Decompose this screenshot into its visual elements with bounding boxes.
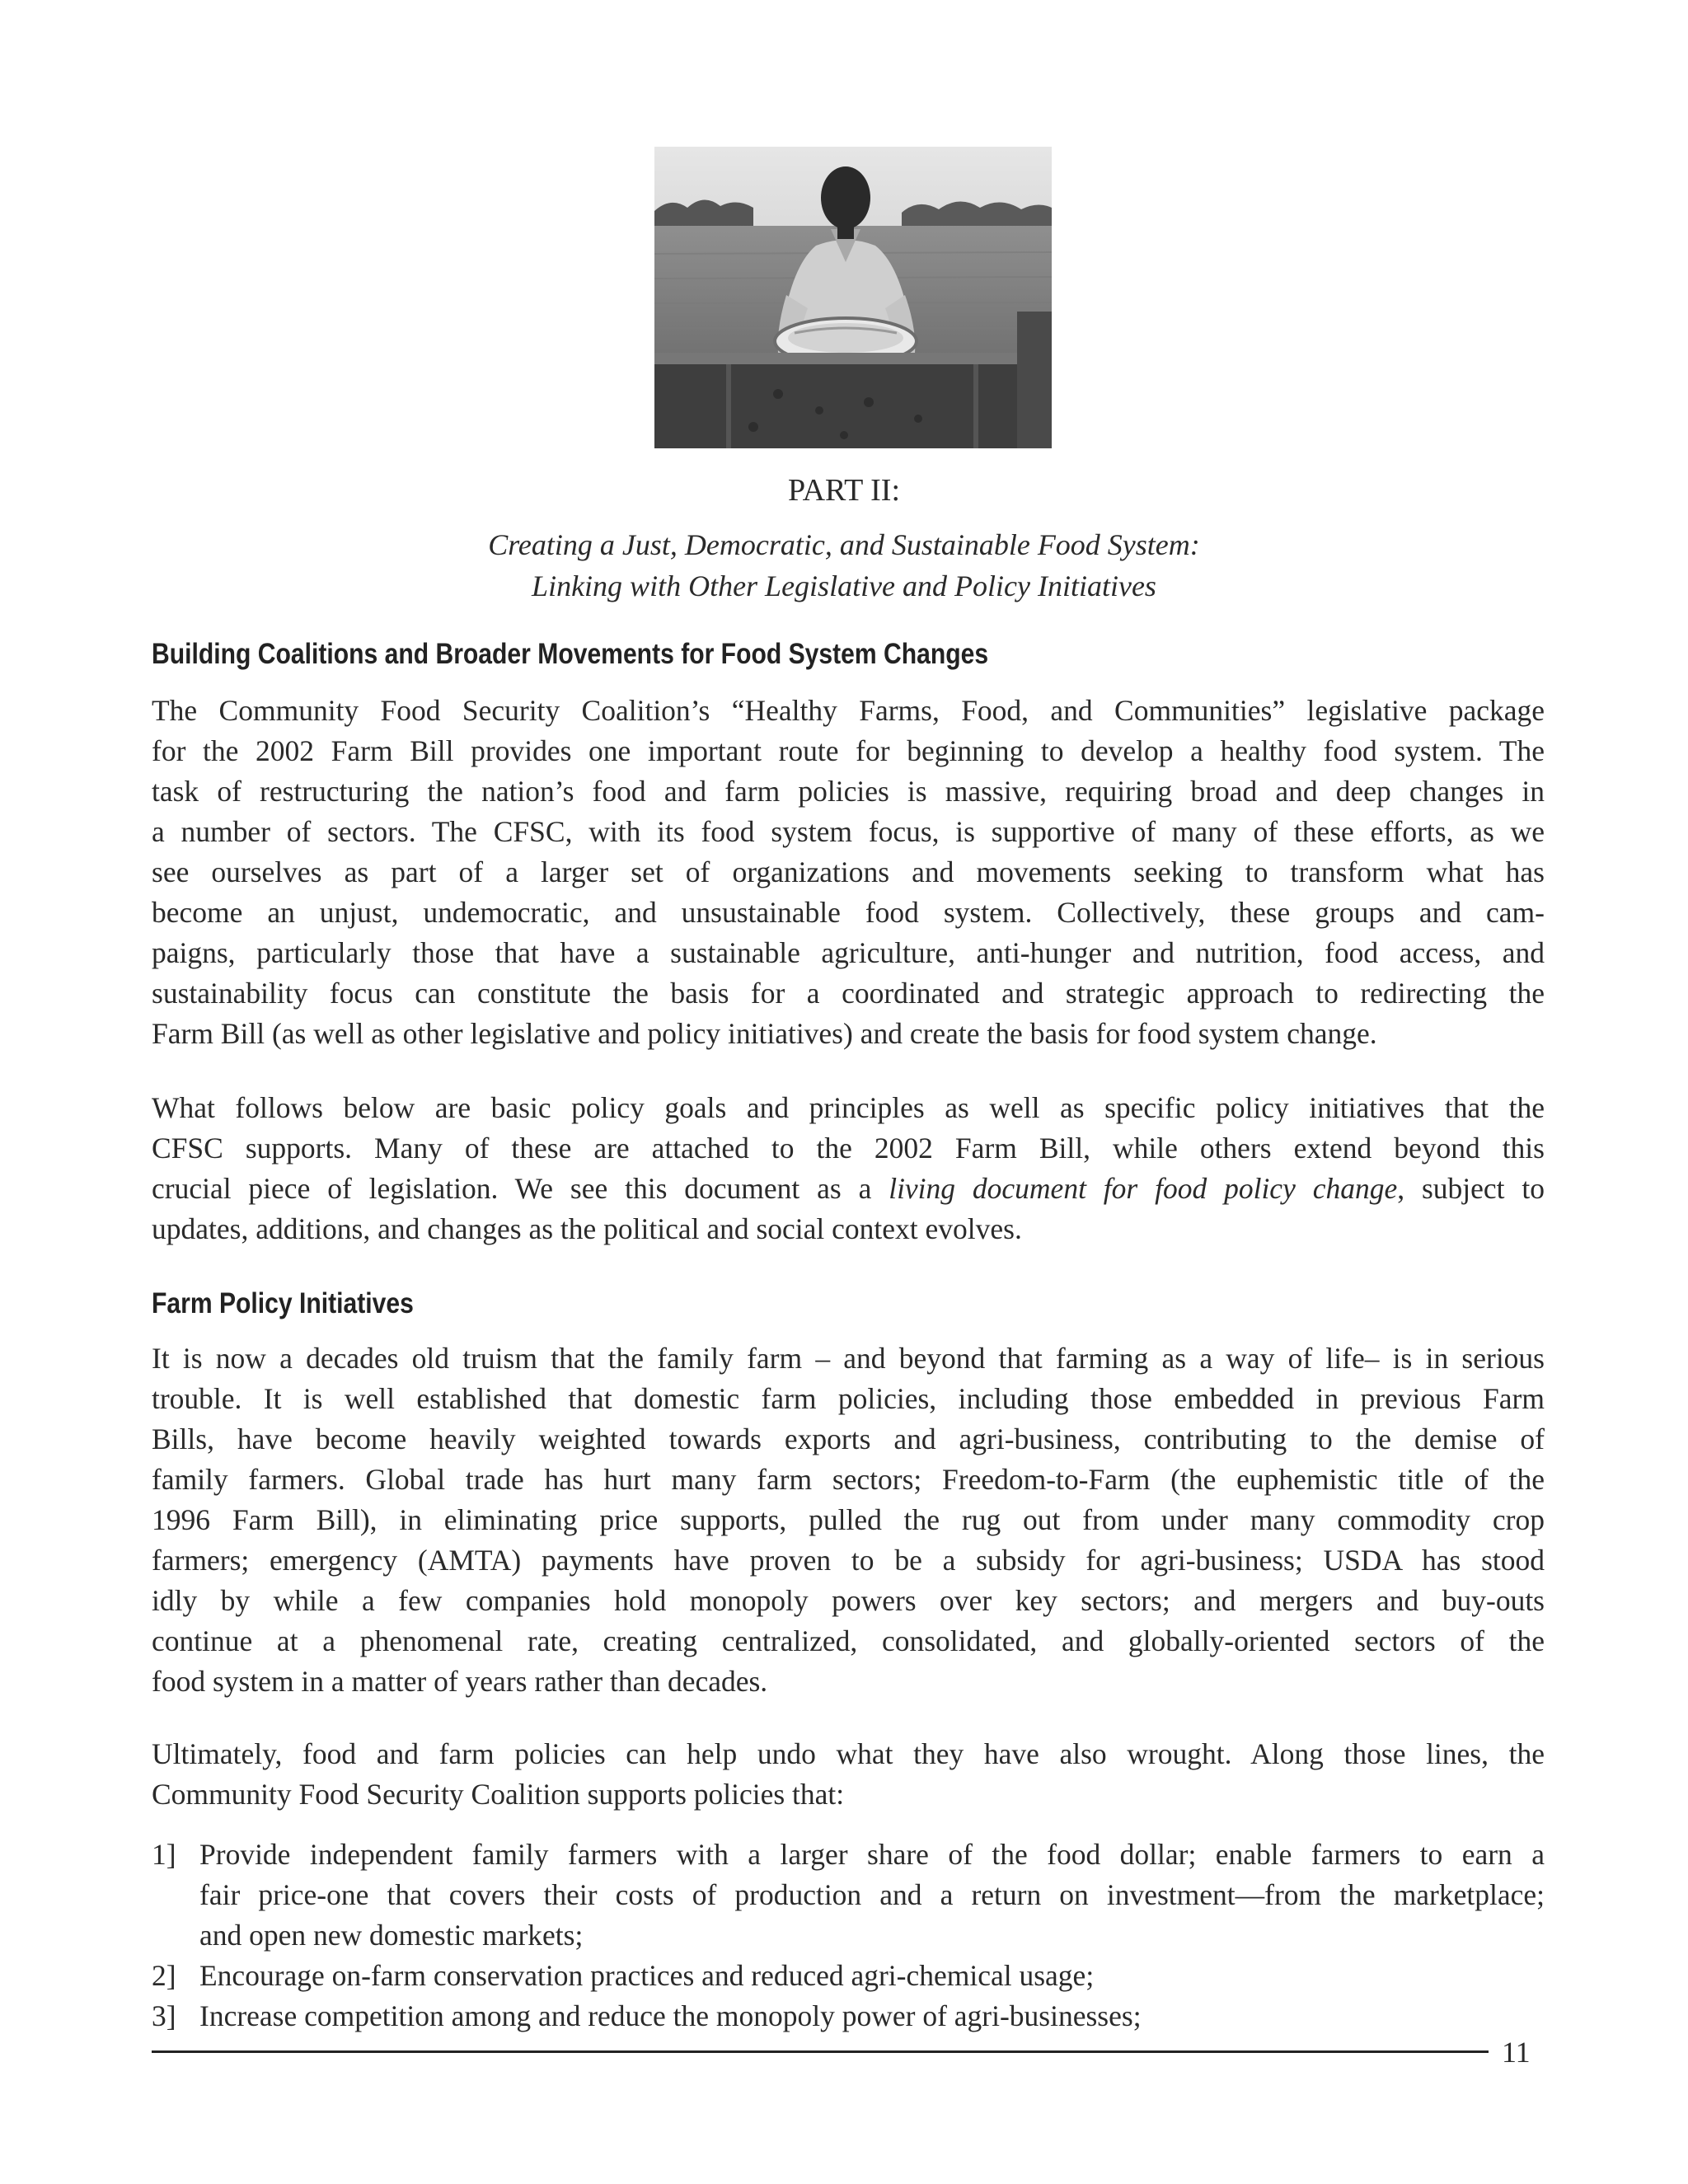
list-item-number: 1]	[152, 1838, 176, 1871]
farmer-photo	[654, 147, 1052, 448]
italic-phrase-living-document: living document for food policy change	[889, 1172, 1398, 1205]
list-item-line: Encourage on-farm conservation practices and reduced agri-chemical usage;	[199, 1959, 1095, 1992]
paragraph-line: a number of sectors. The CFSC, with its food system focus, is supportive of many of these efforts, as we	[152, 815, 1545, 848]
paragraph-line: Farm Bill (as well as other legislative and policy initiatives) and create the basis for food system change.	[152, 1017, 1377, 1050]
paragraph-ultimately	[152, 1734, 1545, 1815]
part-subtitle-line-1: Creating a Just, Democratic, and Sustainable Food System:	[488, 528, 1200, 561]
list-item-number: 2]	[152, 1959, 176, 1992]
paragraph-line: food system in a matter of years rather than decades.	[152, 1665, 768, 1698]
page-number: 11	[1502, 2036, 1531, 2069]
paragraph-line: for the 2002 Farm Bill provides one important route for beginning to develop a healthy food system. The	[152, 734, 1545, 767]
paragraph-line: What follows below are basic policy goals and principles as well as specific policy initiatives that the	[152, 1091, 1545, 1124]
footer-rule	[152, 2050, 1489, 2053]
paragraph-line: 1996 Farm Bill), in eliminating price supports, pulled the rug out from under many commodity crop	[152, 1503, 1545, 1536]
paragraph-line: Community Food Security Coalition supports policies that:	[152, 1778, 845, 1811]
list-item-line: Increase competition among and reduce the monopoly power of agri-businesses;	[199, 1999, 1142, 2032]
list-item-line: Provide independent family farmers with a larger share of the food dollar; enable farmers to earn a	[199, 1838, 1545, 1871]
list-item	[152, 1835, 1545, 1956]
paragraph-line: Bills, have become heavily weighted towards exports and agri-business, contributing to the demise of	[152, 1422, 1545, 1455]
paragraph-line-with-italic	[152, 1169, 1545, 1209]
farmer-holding-basket-photo-icon	[654, 147, 1052, 448]
paragraph-line: Ultimately, food and farm policies can help undo what they have also wrought. Along those lines, the	[152, 1737, 1545, 1770]
list-item	[152, 1996, 1545, 2036]
paragraph-coalitions	[152, 691, 1545, 1054]
paragraph-line: see ourselves as part of a larger set of organizations and movements seeking to transform what has	[152, 855, 1545, 888]
list-item-number: 3]	[152, 1999, 176, 2032]
paragraph-farm-policy	[152, 1338, 1545, 1702]
paragraph-line: The Community Food Security Coalition’s “Healthy Farms, Food, and Communities” legislative package	[152, 694, 1545, 727]
paragraph-line: family farmers. Global trade has hurt many farm sectors; Freedom-to-Farm (the euphemistic title of the	[152, 1463, 1545, 1496]
paragraph-line: task of restructuring the nation’s food and farm policies is massive, requiring broad and deep changes in	[152, 775, 1545, 808]
paragraph-line: updates, additions, and changes as the political and social context evolves.	[152, 1212, 1022, 1245]
part-subtitle	[0, 524, 1688, 607]
list-item	[152, 1956, 1545, 1996]
paragraph-line: paigns, particularly those that have a sustainable agriculture, anti-hunger and nutrition, food access, and	[152, 936, 1545, 969]
list-item-line: and open new domestic markets;	[199, 1919, 584, 1952]
paragraph-line: idly by while a few companies hold monopoly powers over key sectors; and mergers and buy-outs	[152, 1584, 1545, 1617]
paragraph-line: become an unjust, undemocratic, and unsustainable food system. Collectively, these groups and cam-	[152, 896, 1545, 929]
paragraph-line: farmers; emergency (AMTA) payments have proven to be a subsidy for agri-business; USDA has stood	[152, 1544, 1545, 1577]
paragraph-text: , subject to	[1397, 1172, 1545, 1205]
section-heading-farm-policy: Farm Policy Initiatives	[152, 1287, 414, 1319]
paragraph-line: trouble. It is well established that domestic farm policies, including those embedded in previous Farm	[152, 1382, 1545, 1415]
list-item-line: fair price-one that covers their costs of production and a return on investment—from the marketplace;	[199, 1878, 1545, 1911]
section-heading-building-coalitions: Building Coalitions and Broader Movements for Food System Changes	[152, 638, 989, 670]
paragraph-line: CFSC supports. Many of these are attached to the 2002 Farm Bill, while others extend beyond this	[152, 1132, 1545, 1165]
policy-list	[152, 1835, 1545, 2036]
paragraph-line: It is now a decades old truism that the family farm – and beyond that farming as a way of life– is in serious	[152, 1342, 1545, 1375]
paragraph-line: sustainability focus can constitute the basis for a coordinated and strategic approach to redirecting the	[152, 977, 1545, 1010]
paragraph-what-follows	[152, 1088, 1545, 1249]
part-title: PART II:	[787, 473, 901, 508]
paragraph-line: continue at a phenomenal rate, creating centralized, consolidated, and globally-oriented sectors of the	[152, 1624, 1545, 1657]
paragraph-text: crucial piece of legislation. We see this document as a	[152, 1172, 889, 1205]
part-subtitle-line-2: Linking with Other Legislative and Policy Initiatives	[532, 569, 1156, 602]
